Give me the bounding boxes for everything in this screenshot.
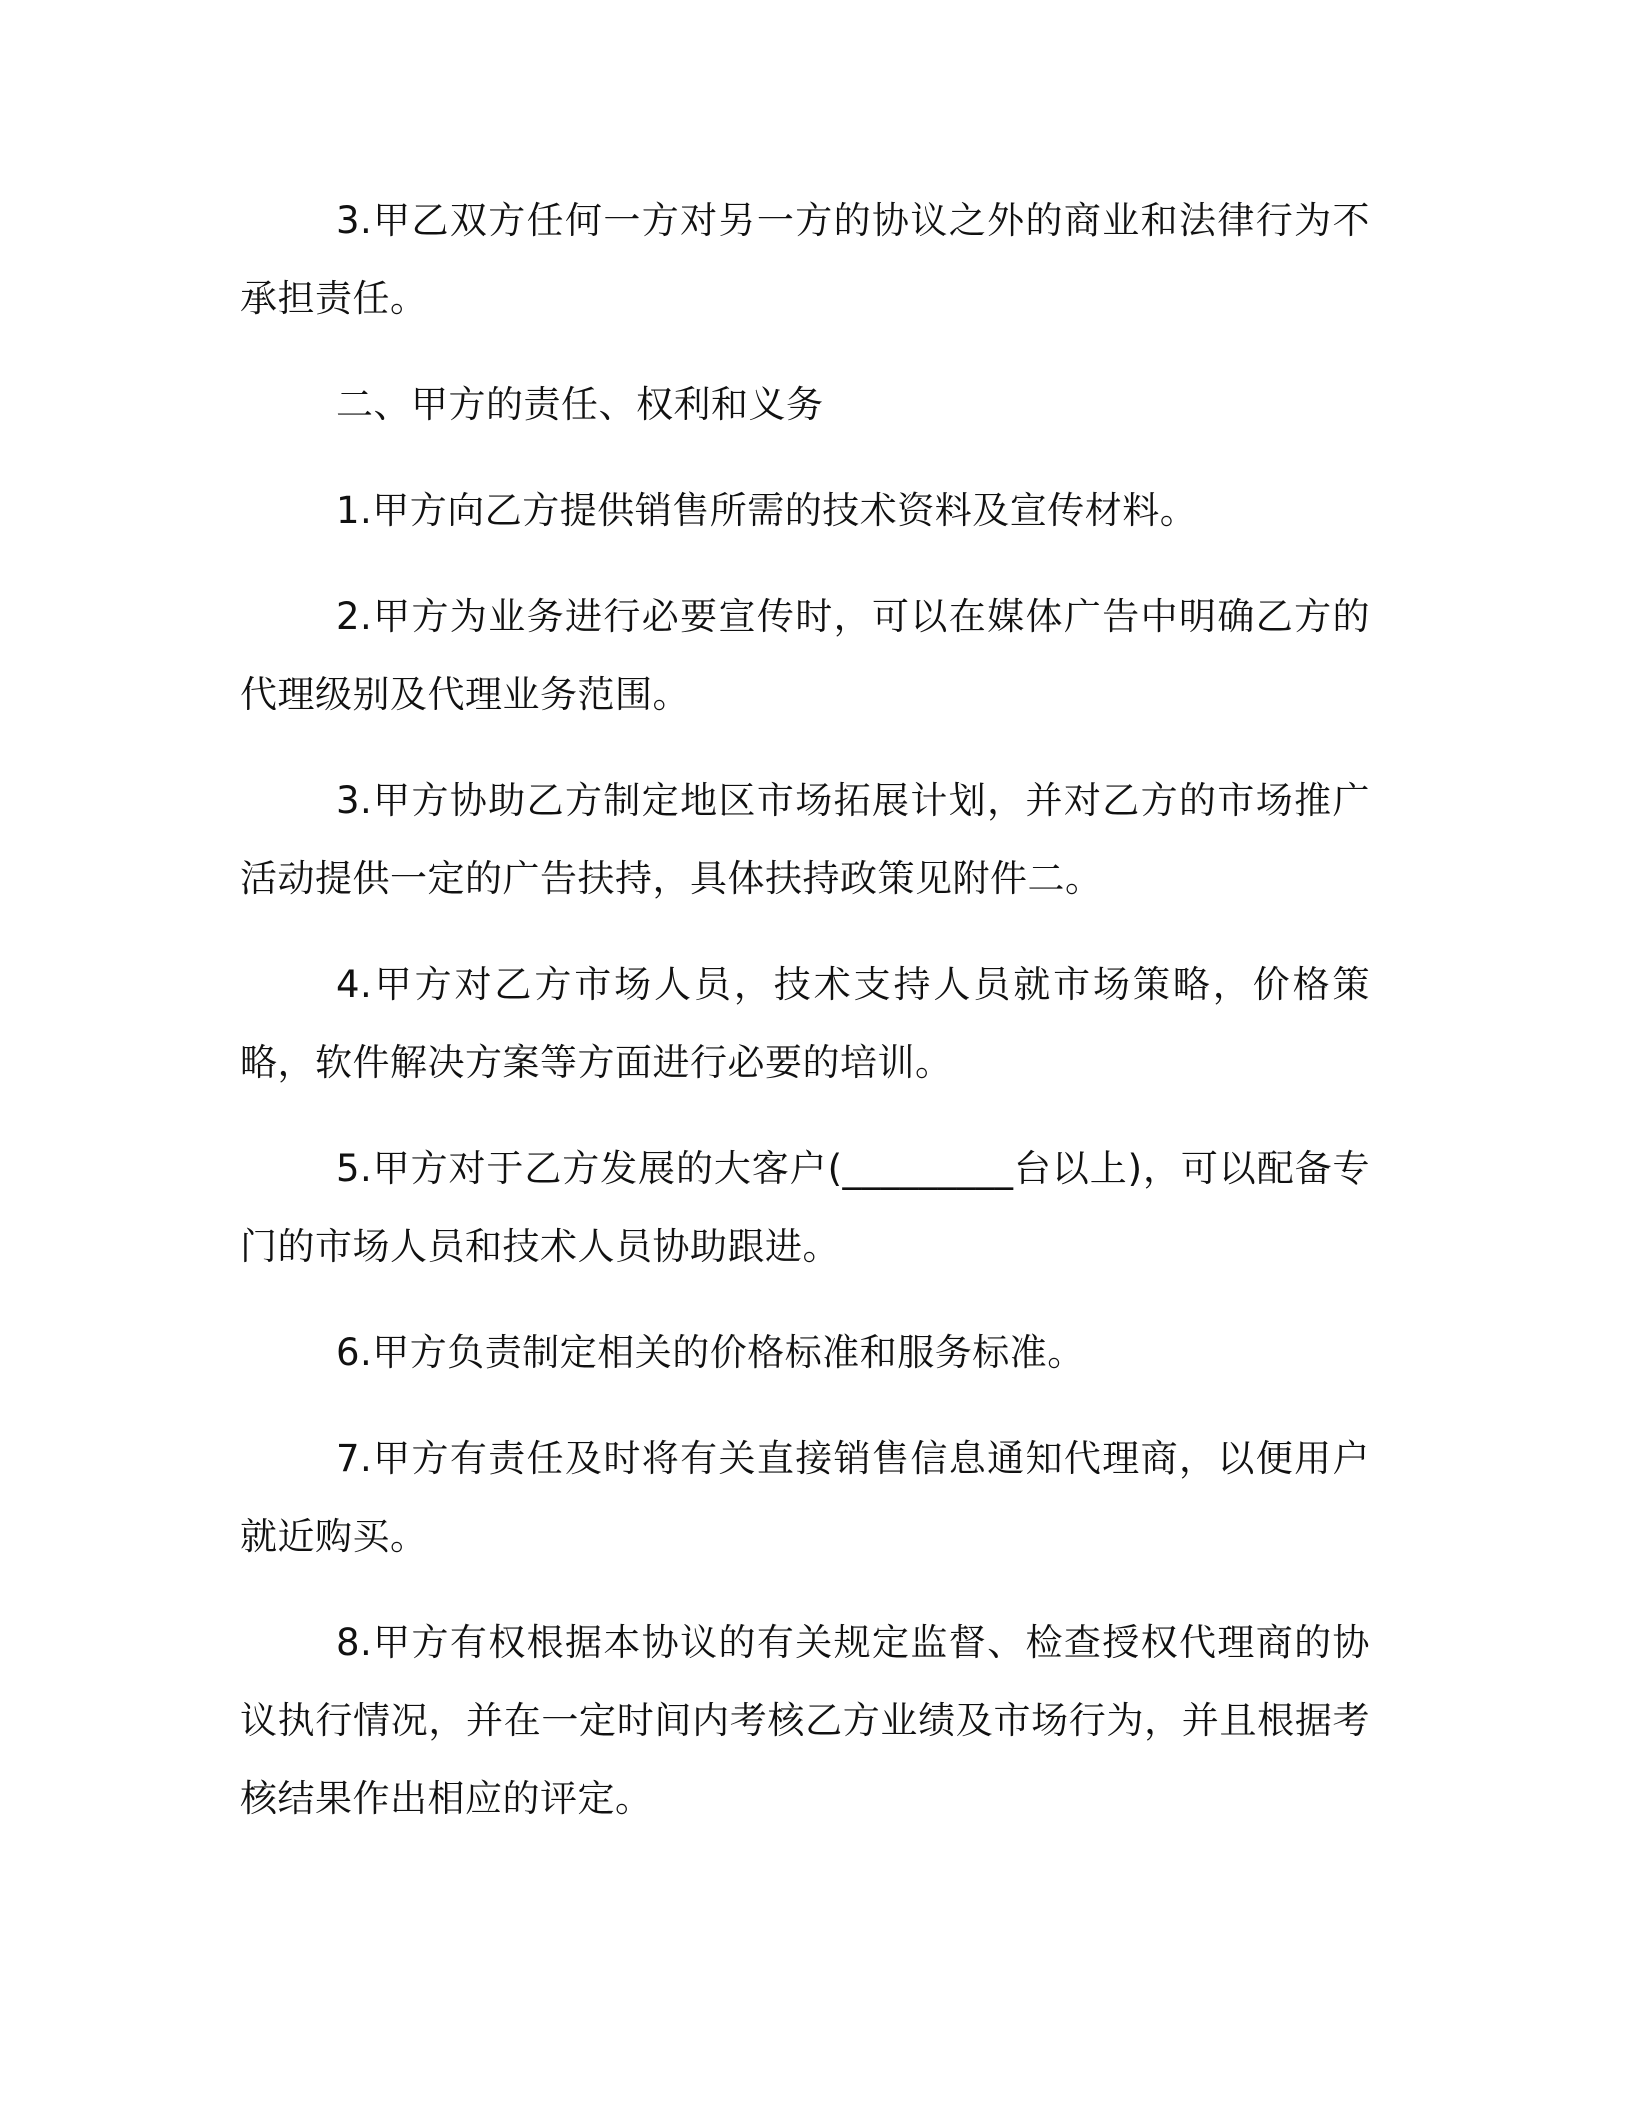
paragraph-item-2: 2.甲方为业务进行必要宣传时，可以在媒体广告中明确乙方的代理级别及代理业务范围。 <box>240 595 1370 716</box>
section-heading-party-a-duties: 二、甲方的责任、权利和义务 <box>336 383 824 426</box>
paragraph-clause-3-liability: 3.甲乙双方任何一方对另一方的协议之外的商业和法律行为不承担责任。 <box>240 199 1370 320</box>
document-body <box>240 182 1370 1838</box>
paragraph-item-7: 7.甲方有责任及时将有关直接销售信息通知代理商，以便用户就近购买。 <box>240 1437 1370 1558</box>
paragraph-item-8: 8.甲方有权根据本协议的有关规定监督、检查授权代理商的协议执行情况，并在一定时间内考核乙方业绩及市场行为，并且根据考核结果作出相应的评定。 <box>240 1621 1370 1820</box>
paragraph-item-4: 4.甲方对乙方市场人员，技术支持人员就市场策略，价格策略，软件解决方案等方面进行必要的培训。 <box>240 963 1370 1084</box>
paragraph-item-5: 5.甲方对于乙方发展的大客户(_________台以上)，可以配备专门的市场人员和技术人员协助跟进。 <box>240 1147 1370 1268</box>
paragraph-item-1: 1.甲方向乙方提供销售所需的技术资料及宣传材料。 <box>336 489 1198 532</box>
paragraph-item-3: 3.甲方协助乙方制定地区市场拓展计划，并对乙方的市场推广活动提供一定的广告扶持，具体扶持政策见附件二。 <box>240 779 1370 900</box>
paragraph-item-6: 6.甲方负责制定相关的价格标准和服务标准。 <box>336 1331 1085 1374</box>
